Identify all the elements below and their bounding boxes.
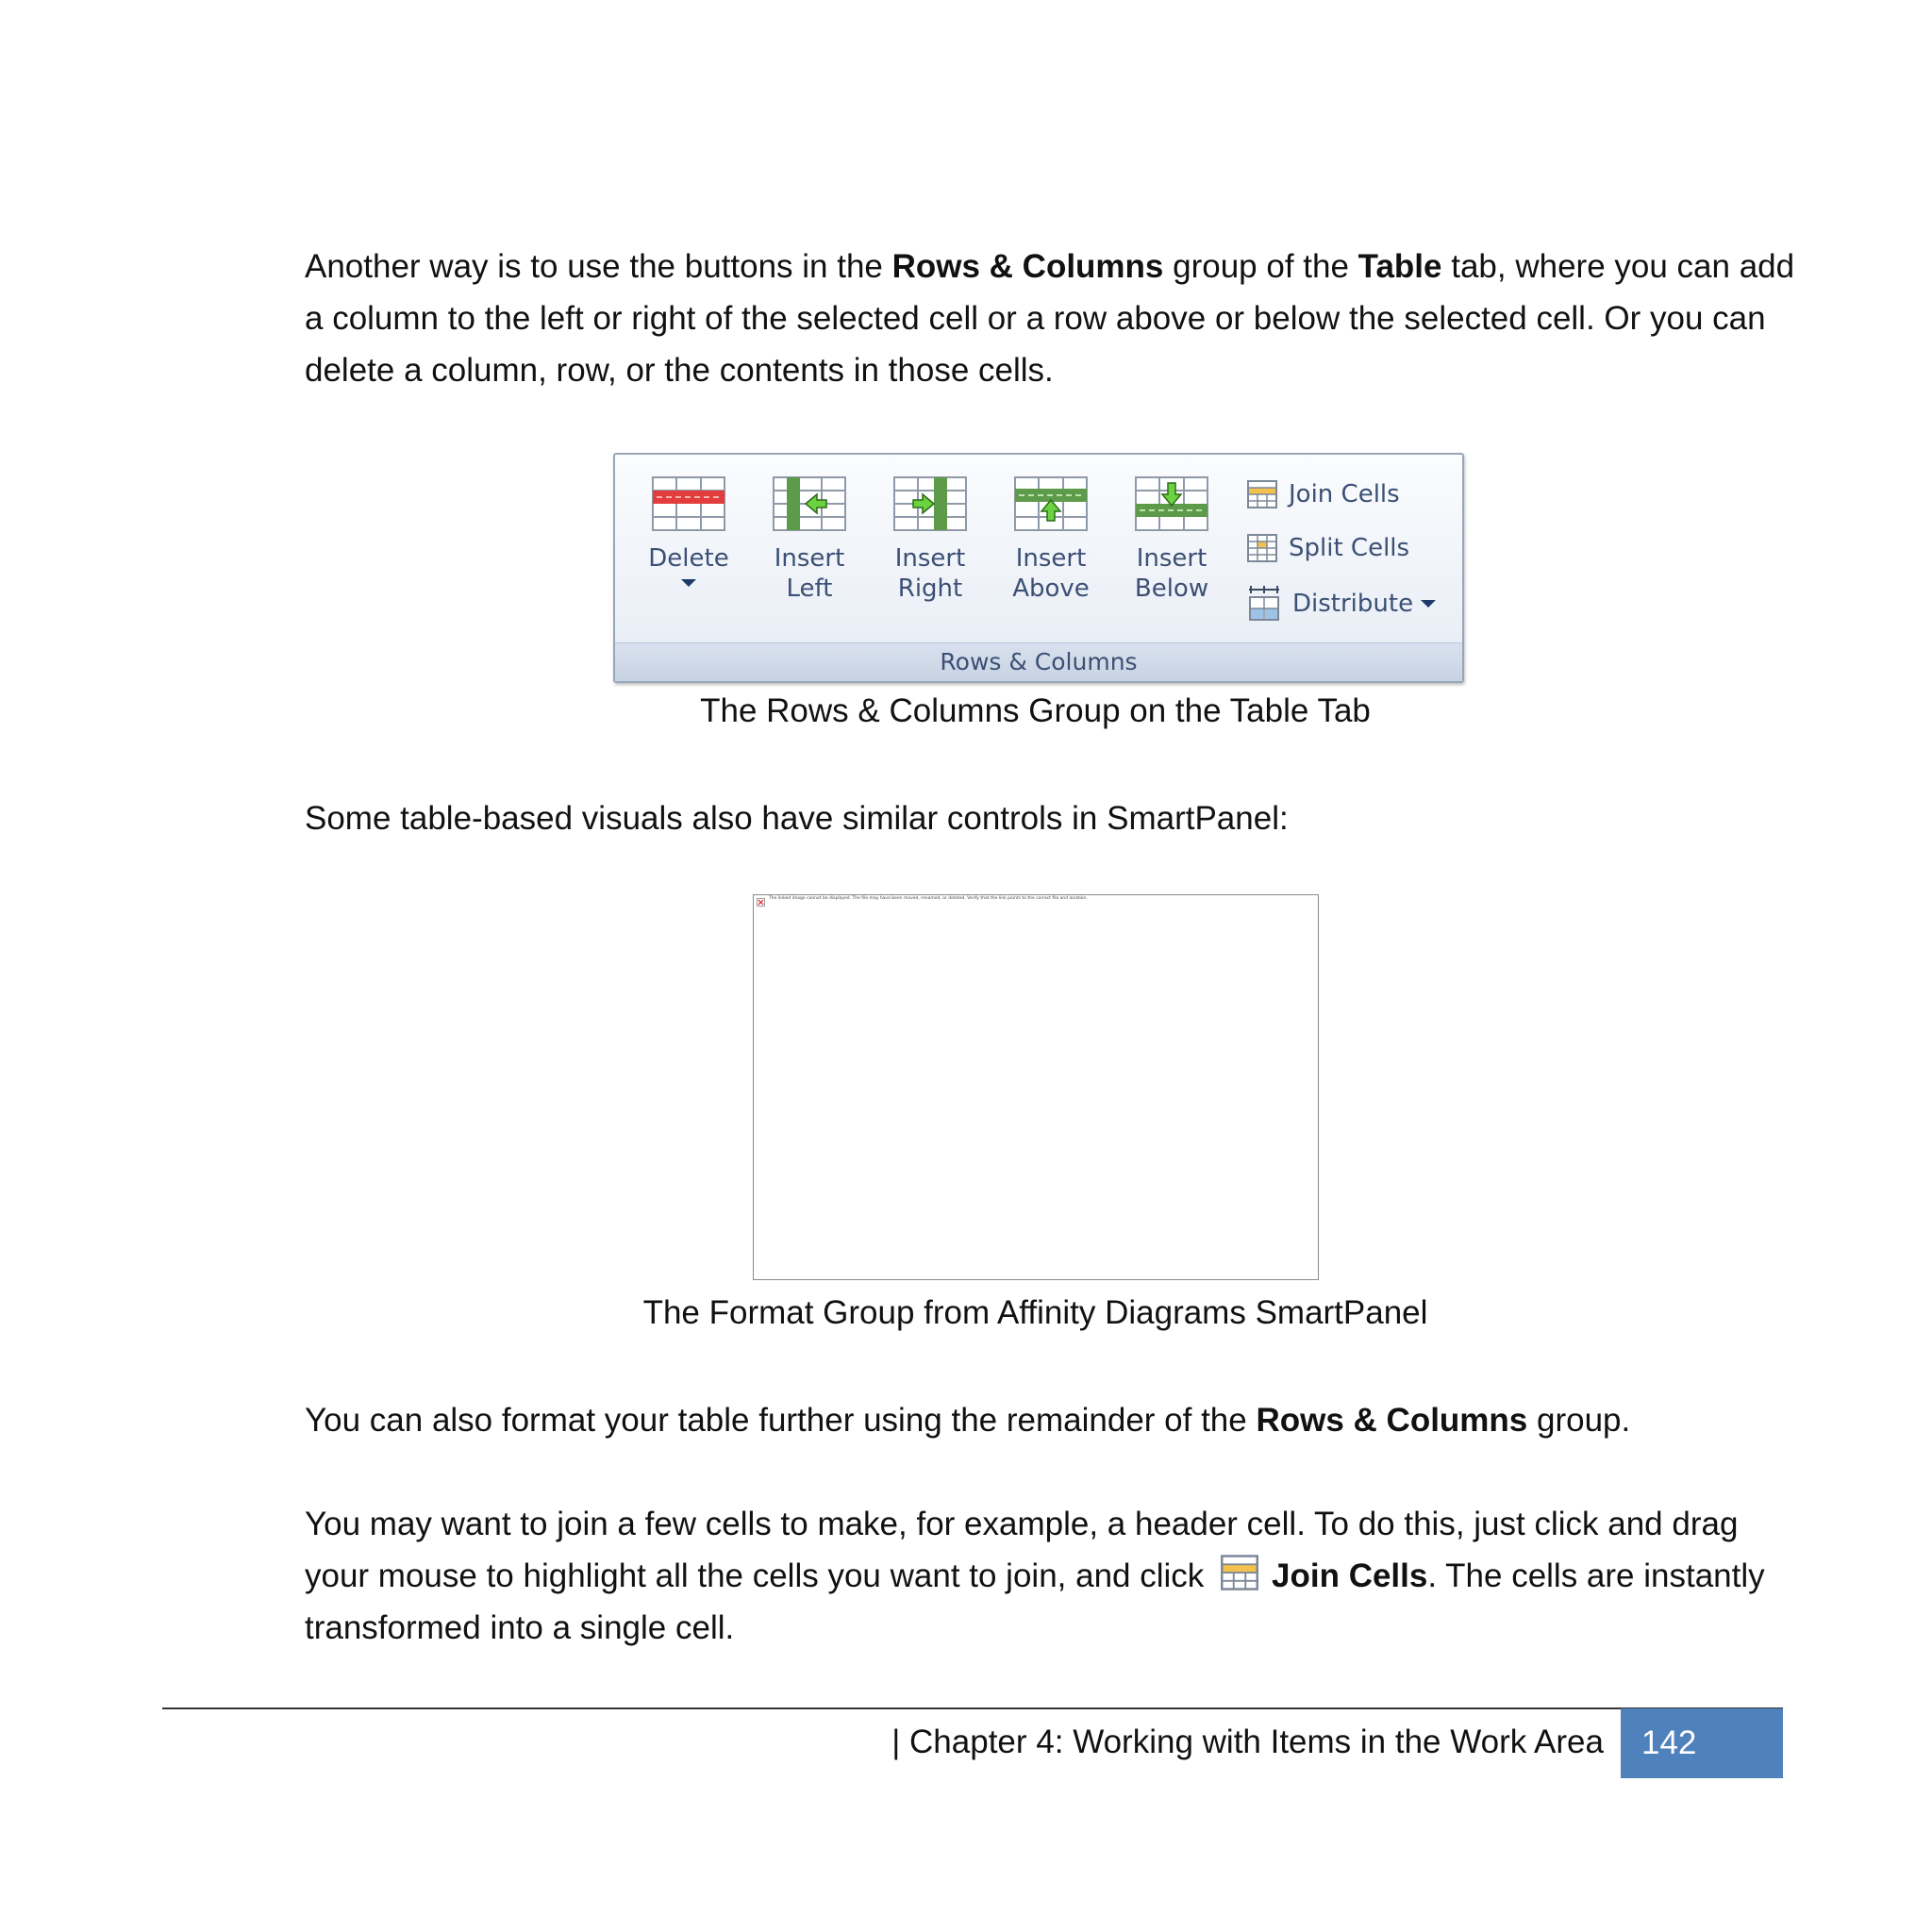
join-cells-icon	[1221, 1555, 1258, 1591]
split-cells-label: Split Cells	[1289, 534, 1410, 562]
broken-image-icon	[757, 898, 766, 908]
insert-above-icon	[1013, 475, 1089, 532]
distribute-label: Distribute	[1292, 590, 1414, 618]
chevron-down-icon[interactable]	[1421, 600, 1436, 608]
figure-caption: The Rows & Columns Group on the Table Tab	[700, 692, 1371, 729]
bold-text: Rows & Columns	[891, 248, 1164, 285]
join-cells-button[interactable]	[1247, 475, 1400, 513]
insert-right-label: Insert Right	[894, 544, 966, 603]
page-number: 142	[1621, 1708, 1783, 1778]
paragraph-smartpanel: Some table-based visuals also have similar controls in SmartPanel:	[305, 800, 1289, 837]
text: group of the	[1163, 248, 1358, 285]
delete-label: Delete	[648, 544, 729, 573]
dropdown-arrow-icon[interactable]	[681, 579, 696, 587]
insert-right-button[interactable]	[874, 475, 987, 604]
bold-text: Table	[1357, 248, 1442, 285]
missing-image-placeholder	[753, 894, 1319, 1280]
insert-above-button[interactable]	[994, 475, 1108, 604]
text: You may want to join a few cells to make, for example, a header cell. To do this, just click and drag your mouse to highlight all the cells you want to join, and click	[305, 1506, 1739, 1594]
paragraph-join-cells	[305, 1498, 1795, 1654]
paragraph-format-table	[305, 1394, 1795, 1446]
distribute-button[interactable]	[1247, 585, 1436, 623]
insert-left-icon	[772, 475, 847, 532]
rows-columns-ribbon-group	[613, 453, 1464, 683]
text: . The cells are instantly transformed into a single cell.	[305, 1557, 1765, 1646]
placeholder-message: The linked image cannot be displayed. The file may have been moved, renamed, or deleted. Verify that the link points to the correct file and location.	[769, 896, 1088, 901]
insert-left-label: Insert Left	[774, 544, 845, 603]
insert-below-label: Insert Below	[1134, 544, 1209, 603]
bold-text: Rows & Columns	[1256, 1402, 1528, 1439]
insert-above-label: Insert Above	[1012, 544, 1090, 603]
delete-button[interactable]	[632, 475, 745, 587]
text: You can also format your table further using the remainder of the	[305, 1402, 1257, 1439]
insert-below-button[interactable]	[1115, 475, 1228, 604]
distribute-icon	[1247, 586, 1281, 622]
insert-right-icon	[892, 475, 968, 532]
footer-divider	[162, 1707, 1783, 1709]
text: tab, where you can add a column to the left or right of the selected cell or a row above or below the selected cell. Or you can delete a column, row, or the contents in those cells.	[305, 248, 1795, 389]
text: group.	[1527, 1402, 1631, 1439]
bold-text: Join Cells	[1272, 1557, 1428, 1594]
join-cells-label: Join Cells	[1289, 480, 1400, 508]
ribbon-group-label: Rows & Columns	[615, 642, 1462, 681]
join-cells-icon	[1247, 480, 1277, 508]
text: Another way is to use the buttons in the	[305, 248, 892, 285]
figure-caption: The Format Group from Affinity Diagrams SmartPanel	[642, 1294, 1428, 1331]
delete-rows-icon	[651, 475, 726, 532]
split-cells-button[interactable]	[1247, 529, 1409, 567]
paragraph-rows-columns	[305, 241, 1795, 396]
insert-below-icon	[1134, 475, 1209, 532]
split-cells-icon	[1247, 534, 1277, 562]
chapter-title: | Chapter 4: Working with Items in the Work Area	[891, 1724, 1604, 1760]
insert-left-button[interactable]	[753, 475, 866, 604]
